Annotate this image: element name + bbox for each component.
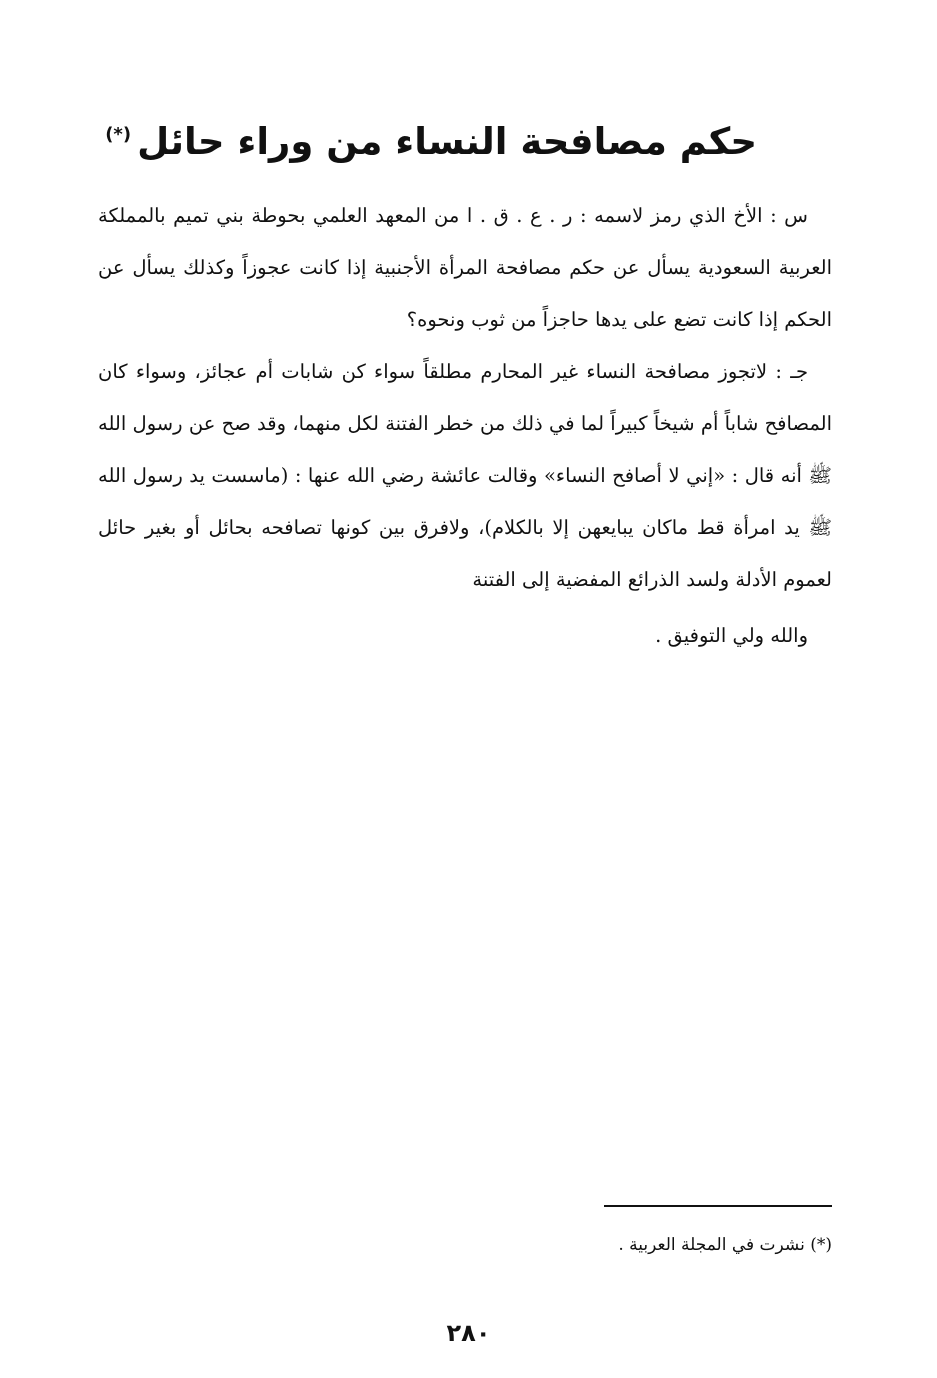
answer-paragraph: جـ : لاتجوز مصافحة النساء غير المحارم مطلقاً سواء كن شابات أم عجائز، وسواء كان المصافح شاباً أم شيخاً كبيراً لما في ذلك من خطر الفتنة لكل منهما، وقد صح عن رسول الله ﷺ أنه قال : «إني لا أصافح النساء» وقالت عائشة رضي الله عنها : (ماسست يد رسول الله ﷺ يد امرأة قط ماكان يبايعهن إلا بالكلام)، ولافرق بين كونها تصافحه بحائل أو بغير حائل لعموم الأدلة ولسد الذرائع المفضية إلى الفتنة [98, 360, 832, 591]
closing-line: والله ولي التوفيق . [655, 624, 808, 647]
question-paragraph: س : الأخ الذي رمز لاسمه : ر . ع . ق . ا من المعهد العلمي بحوطة بني تميم بالمملكة العربية السعودية يسأل عن حكم مصافحة المرأة الأجنبية إذا كانت عجوزاً وكذلك يسأل عن الحكم إذا كانت تضع على يدها حاجزاً من ثوب ونحوه؟ [98, 204, 832, 331]
title-text: حكم مصافحة النساء من وراء حائل [137, 119, 757, 163]
footnote-divider [604, 1205, 832, 1207]
page-title [105, 105, 757, 172]
body-text [98, 190, 832, 662]
title-footnote-marker: (*) [105, 123, 132, 145]
page-number: ٢٨٠ [446, 1319, 491, 1347]
footnote: (*) نشرت في المجلة العربية . [618, 1235, 832, 1255]
